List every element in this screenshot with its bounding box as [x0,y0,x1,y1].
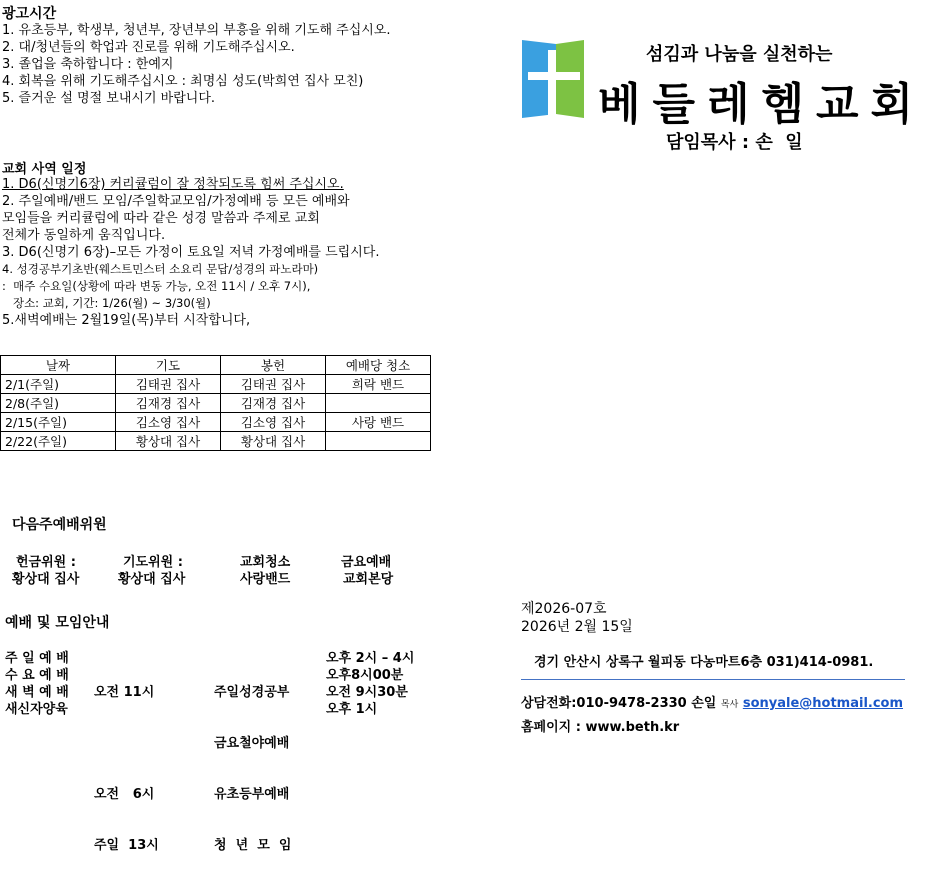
next-week-title: 다음주예배위원 [12,517,107,533]
service-name: 수 요 예 배 [5,668,69,683]
email-link[interactable]: sonyale@hotmail.com [742,696,904,711]
list-item: 5. 즐거운 설 명절 보내시기 바랍니다. [2,91,216,106]
table-cell: 김소영 집사 [221,413,326,432]
service-name: 금요철야예배 [214,736,290,751]
table-cell: 사랑 밴드 [326,413,431,432]
list-item: 장소: 교회, 기간: 1/26(월) ~ 3/30(월) [2,296,211,310]
service-name: 청 년 모 임 [214,838,292,853]
list-item: 2. 대/청년들의 학업과 진로를 위해 기도해주십시오. [2,40,295,55]
church-logo-icon [518,36,586,122]
list-item: : 매주 수요일(상황에 따라 변동 가능, 오전 11시 / 오후 7시), [2,279,311,293]
service-time: 오후8시00분 [326,668,404,683]
table-cell: 김재경 집사 [116,394,221,413]
service-time: 오후 1시 [326,702,378,717]
pastor-line [666,128,803,154]
church-slogan: 섬김과 나눔을 실천하는 [646,44,833,65]
table-cell [326,432,431,451]
services-left-times [94,650,159,871]
pastor-label: 담임목사 [666,132,736,153]
church-address: 경기 안산시 상록구 월피동 다농마트6층 031)414-0981. [534,655,874,670]
role-label: 헌금위원 : [16,555,76,570]
service-name: 새신자양육 [5,702,68,717]
table-cell: 2/1(주일) [1,375,116,394]
table-cell: 김태권 집사 [116,375,221,394]
table-cell: 2/15(주일) [1,413,116,432]
issue-number: 제2026-07호 [521,601,607,617]
pastor-name: 손 일 [755,132,803,153]
list-item: 3. 졸업을 축하합니다 : 한예지 [2,57,174,72]
divider [521,679,905,680]
services-title: 예배 및 모임안내 [5,615,110,631]
contact-phone: 상담전화:010-9478-2330 손일 [521,696,717,711]
table-cell [326,394,431,413]
duty-schedule-table [0,355,431,451]
role-name: 사랑밴드 [240,572,291,587]
ministry-list [2,176,380,329]
table-cell: 2/8(주일) [1,394,116,413]
table-cell: 희락 밴드 [326,375,431,394]
issue-date: 2026년 2월 15일 [521,619,633,635]
table-header-row [1,356,431,375]
table-cell: 2/22(주일) [1,432,116,451]
table-header-cell: 날짜 [1,356,116,375]
role-name: 교회본당 [343,572,394,587]
table-cell: 김재경 집사 [221,394,326,413]
list-item: 4. 성경공부기초반(웨스트민스터 소요리 문답/성경의 파노라마) [2,262,319,276]
services-right-times [326,650,414,718]
service-name: 유초등부예배 [214,787,290,802]
list-item: 1. 유초등부, 학생부, 청년부, 장년부의 부흥을 위해 기도해 주십시오. [2,23,391,38]
table-row [1,413,431,432]
service-name: 주일성경공부 [214,685,290,700]
role-name: 황상대 집사 [12,572,80,587]
service-time: 주일 13시 [94,838,159,853]
table-row [1,375,431,394]
announcements-title: 광고시간 [2,6,57,22]
service-name: 새 벽 예 배 [5,685,69,700]
service-time: 오전 9시30분 [326,685,408,700]
contact-line [521,692,903,711]
service-time: 오전 6시 [94,787,155,802]
list-item: 5.새벽예배는 2월19일(목)부터 시작합니다, [2,313,251,328]
ministry-title: 교회 사역 일정 [2,162,87,177]
list-item: 전체가 동일하게 움직입니다. [2,228,166,243]
service-time: 오전 11시 [94,685,155,700]
table-header-cell: 봉헌 [221,356,326,375]
table-cell: 김태권 집사 [221,375,326,394]
homepage: 홈페이지 : www.beth.kr [521,720,680,735]
table-header-cell: 예배당 청소 [326,356,431,375]
services-left-names [5,650,69,718]
list-item: 4. 회복을 위해 기도해주십시오 : 최명심 성도(박희연 집사 모친) [2,74,364,89]
table-cell: 황상대 집사 [221,432,326,451]
church-name: 베들레헴교회 [598,79,926,130]
table-row [1,432,431,451]
contact-phone-suffix: 목사 [720,700,739,710]
table-row [1,394,431,413]
list-item: 2. 주일예배/밴드 모임/주일학교모임/가정예배 등 모든 예배와 [2,194,350,209]
service-time: 오후 2시 – 4시 [326,651,415,666]
table-header-cell: 기도 [116,356,221,375]
role-label: 교회청소 [240,555,291,570]
services-right-names [214,650,291,871]
role-label: 금요예배 [341,555,392,570]
service-name: 주 일 예 배 [5,651,69,666]
role-name: 황상대 집사 [118,572,186,587]
list-item: 3. D6(신명기 6장)–모든 가정이 토요일 저녁 가정예배를 드립시다. [2,245,380,260]
table-cell: 김소영 집사 [116,413,221,432]
list-item: 1. D6(신명기6장) 커리큘럼이 잘 정착되도록 힘써 주십시오. [2,177,344,192]
table-cell: 황상대 집사 [116,432,221,451]
announcements-list [2,22,391,107]
pastor-separator: : [741,132,750,153]
list-item: 모임들을 커리큘럼에 따라 같은 성경 말씀과 주제로 교회 [2,211,320,226]
role-label: 기도위원 : [123,555,183,570]
